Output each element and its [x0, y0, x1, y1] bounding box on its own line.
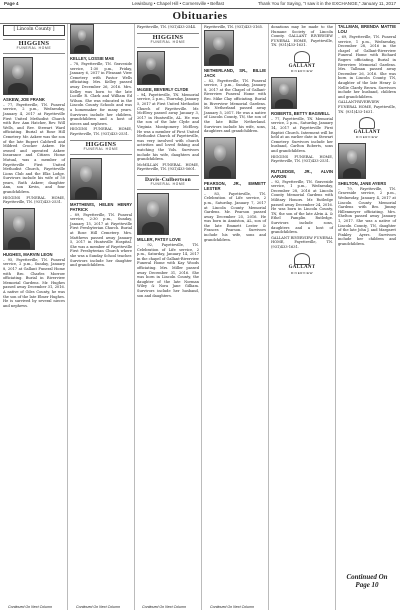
obituary-text: – 89, Fayetteville, TN. Funeral service, 2:30 p.m., Sunday, January 15, 2017 at Fayetteville First Presbyterian Church. Burial at Rose Hill Cemetery. Mrs. Matthews passed away January 5, 2017 in Huntsville Hospital. She was a member of Fayetteville First Presbyterian Church where she was a Sunday School teacher. Survivors include her daughter and grandchildren.: [70, 212, 132, 268]
obituary-text: – 82, Fayetteville, TN. Funeral service, 1 p.m., Sunday, January 8, 2017 at the Chapel of Gallant-Riverview Funeral Home with Bro. Mike Clay officiating. Burial in Riverview Memorial Gardens. Mr. Netherland passed away January 5, 2017. He was a native of Lincoln County, TN, the son of the late Billie Netherland. Survivors include his wife, sons, daughters and grandchildren.: [204, 78, 266, 134]
continued-on-page: [338, 573, 396, 589]
continued-note: Continued On Next Column: [210, 605, 254, 609]
obituary-contact: HIGGINS FUNERAL HOME, Fayetteville, TN. (931)433-2531.: [70, 127, 132, 136]
obituary-text: – 92, Fayetteville, TN. Celebration of Life service, 2 p.m., Saturday, January 14, 2017 in the chapel of Gallant-Riverview Funeral Home with Kay Woods officiating. Mrs. Miller passed away December 31, 2016. She was born in Lincoln County, the daughter of the late Norman Wiley & Nora Jane Gilliam. Survivors include her husband, son and daughters.: [137, 243, 199, 298]
davis-culbertson-logo: [137, 175, 199, 190]
continued-note: Continued On Next Column: [76, 605, 120, 609]
obituary-text: – 95, Fayetteville, TN. Funeral service, 2 p.m., Sunday, January 8, 2017 at Gallant Funeral Home with Bro. Charles Morrow officiating. Burial in Riverview Memorial Gardens. Mr. Hughes passed away December 31, 2016. A native of Giles County, he was the son of the late Elmer Hughes. He is survived by several nieces and nephews.: [3, 257, 65, 308]
obituary-contact: HIGGINS FUNERAL HOME, Fayetteville, TN. (931)433-2531.: [271, 154, 333, 164]
gallant-logo-sub: RIVERVIEW: [290, 270, 314, 275]
higgins-logo: [3, 39, 65, 54]
obituary-name: HUGHES, MARVIN LEON: [3, 251, 53, 257]
obituary-name: ROBERTS, BETTY BAGWELL: [271, 110, 330, 116]
obituary-contact: Fayetteville, TN. (931)433-3165.: [204, 25, 264, 29]
obituary-contact: GALLANT-RIVERVIEW FUNERAL HOME, Fayetteville, TN. (931)433-1631.: [338, 100, 396, 114]
obituary-name: ASKEW, JOE FRANK: [3, 96, 45, 102]
higgins-logo-mark: HIGGINS: [152, 33, 184, 41]
obituary-name: KELLEY, LOSSIE MAE: [70, 56, 115, 61]
obituary-text: – 83, Fayetteville, TN. Celebration of Life service, 2 p.m., Saturday, January 7, 2017 at Lincoln County Memorial Gardens. Mr. Pearson passed away December 25, 2016. He was born in Anniston, AL, son of the late Emmett Lester & Frances Pearson. Survivors include his wife, sons and grandchildren.: [204, 191, 266, 242]
gallant-logo-mark: GALLANT: [288, 265, 316, 271]
obituary-photo: [204, 137, 236, 179]
davis-logo-mark: Davis-Culbertson: [144, 176, 192, 183]
obituary-name: RUTLEDGE, JR., ALVIN AARON: [271, 168, 333, 179]
obituary-name: PEARSON, JR., EMMETT LESTER: [204, 180, 266, 191]
obituary-name: TALLMAN, BRENDA MATTIE LOU: [338, 24, 396, 34]
obituary-name: SHELTON, JANE AYERS: [338, 180, 387, 186]
gallant-logo-sub: RIVERVIEW: [290, 69, 314, 74]
gallant-riverview-logo: [271, 253, 333, 276]
higgins-logo: [70, 140, 132, 155]
obituary-photo: [271, 77, 297, 109]
publication-line: Lewisburg • Chapel Hill • Cornersville • Belfast: [132, 1, 225, 6]
obituary-name: MILLER, PATSY LOVE: [137, 237, 181, 243]
column-divider: [201, 24, 202, 610]
gallant-seal-icon: [294, 253, 310, 265]
higgins-logo-sub: FUNERAL HOME: [16, 46, 52, 51]
column-divider: [268, 24, 269, 610]
obituary-name: NETHERLAND, SR., BILLIE JACK: [204, 67, 266, 78]
column-2: [70, 24, 132, 268]
obituary-photo: [137, 51, 165, 85]
column-1: [3, 24, 65, 308]
obituary-photo: [70, 158, 102, 200]
county-label: [ Lincoln County ]: [3, 25, 65, 36]
section-title: Obituaries: [172, 10, 228, 22]
obituary-contact: GALLANT RIVERVIEW FUNERAL HOME, Fayetteville, TN. (931)433-1631.: [271, 235, 333, 249]
column-6: [338, 24, 396, 247]
obituary-contact: Fayetteville, TN. (931)433-2544.: [137, 25, 197, 29]
obituary-contact: HIGGINS FUNERAL HOME, Fayetteville, TN. (931)433-2531.: [3, 195, 65, 205]
column-divider: [335, 24, 336, 610]
gallant-riverview-logo: [271, 51, 333, 74]
obituary-photo: [137, 193, 169, 235]
davis-logo-sub: FUNERAL HOME: [150, 182, 186, 187]
obituary-text: – 69, Fayetteville, TN. Funeral service, 1 p.m., Wednesday, December 28, 2016 in the chapel of Gallant-Riverview Funeral Home with Richard Rogers officiating. Burial in Riverview Memorial Gardens. Mrs. Tallman passed away December 26, 2016. She was born in Lincoln County, TN, daughter of the late Henry & Nellie Clardy Brown. Survivors include her husband, children and grandchildren.: [338, 35, 396, 99]
continued-note: Continued On Next Column: [142, 605, 186, 609]
column-divider: [134, 24, 135, 610]
column-4: [204, 24, 266, 242]
obituary-photo: [3, 208, 35, 250]
gallant-seal-icon: [294, 51, 310, 63]
obituary-contact: McMILLAN FUNERAL HOME, Fayetteville, TN. (931)433-5601.: [137, 162, 199, 172]
higgins-logo-mark: HIGGINS: [85, 140, 117, 148]
obituary-name: MATTHEWS, HELEN HENRY PATRICK: [70, 201, 132, 212]
obituary-photo: [3, 57, 33, 95]
obituary-text: – 92, Fayetteville, TN. Graveside service, 1 p.m., Wednesday, December 28, 2016 at Lincoln County Memorial Gardens with Military Honors. Mr. Rutledge passed away December 24, 2016. He was born in Lincoln County, TN, the son of the late Alvin A. & Ethel Pamplin Rutledge. Survivors include sons, daughters and a host of grandchildren.: [271, 179, 333, 235]
gallant-seal-icon: [359, 117, 375, 129]
column-divider: [67, 24, 68, 610]
obituary-name: McGEE, BEVERLY CLYDE: [137, 86, 189, 92]
continued-line-1: Continued On: [346, 573, 388, 581]
section-masthead: [0, 8, 400, 24]
higgins-logo-sub: FUNERAL HOME: [83, 147, 119, 152]
obituary-text: – 78, Fayetteville, TN. Graveside service, 1:30 p.m., Friday, January 6, 2017 in Pleasant View Cemetery with Pastor Wells officiating. Mrs. Kelley passed away December 26, 2016. Mrs. Kelley was born to the late Lucille R. Clark and William Ed Wilson. She was educated in the Lincoln County Schools and was a homemaker for many years. Survivors include her children, grandchildren and a host of nieces and nephews.: [70, 62, 132, 126]
obituary-text: – 77, Fayetteville, TN. Memorial service, 2 p.m., Saturday, January 14, 2017 at Fayetteville First Baptist Church. Interment will be held at an earlier date in Stewart Cemetery. Survivors include her husband, Carlton Roberts, sons and grandchildren.: [271, 116, 333, 153]
gallant-logo-sub: RIVERVIEW: [355, 135, 379, 140]
higgins-logo: [137, 33, 199, 48]
gallant-riverview-logo: [338, 117, 396, 140]
slogan-line: Thank You for Saying, "I saw it in the EXCHANGE," January 11, 2017: [257, 1, 396, 6]
obituary-text: – 94, Fayetteville, TN. Memorial service, 2 p.m., Thursday, January 5, 2017 at First United Methodist Church of Fayetteville. Mr. McElroy passed away January 3, 2017 in Huntsville, AL. He was the son of the late Clyde and Virginia Montgomery McElroy. He was a member of First United Methodist Church of Fayetteville, was very involved with church activities and loved fishing and watching the Vols. Survivors include his wife, daughters and grandchildren.: [137, 92, 199, 162]
page-number: Page 4: [4, 1, 19, 6]
continued-line-2: Page 10: [355, 581, 379, 589]
column-3: [137, 24, 199, 298]
column-5: [271, 24, 333, 278]
continued-note: Continued On Next Column: [8, 605, 52, 609]
higgins-logo-mark: HIGGINS: [18, 39, 50, 47]
obituary-text: – 79, Fayetteville, TN. Graveside service, 2 p.m., Wednesday, January 4, 2017 at Lincoln County Memorial Gardens with Bro. Jimmy Hillenmeyer officiating. Mrs. Shelton passed away January 1, 2017. She was a native of Lincoln County, TN, daughter of the late John J. and Margaret Pinkley Ayers. Survivors include her children and grandchildren.: [338, 186, 396, 246]
obituary-photo: [338, 143, 366, 179]
obituary-photo: [204, 30, 234, 66]
higgins-logo-sub: FUNERAL HOME: [150, 40, 186, 45]
obituary-photo: [70, 24, 94, 54]
gallant-logo-mark: GALLANT: [288, 63, 316, 69]
obituary-contact: donations may be made to the Humane Society of Lincoln County. GALLANT RIVERVIEW FUNERAL HOME, Fayetteville, TN. (931)433-1631.: [271, 25, 333, 48]
gallant-logo-mark: GALLANT: [353, 129, 381, 135]
obituary-text: – 77, Fayetteville, TN. Funeral service, 2 p.m., Wednesday, January 4, 2017 at Fayetteville First United Methodist Church with Rev. Ann Hatcher, Rev. Will Wells, and Rev. Stewart Ward officiating. Burial at Rose Hill Cemetery. Mr. Askew was the son of the late Rupert Caldwell and Mildred Crocker Askew. He owned and operated Askew Insurance and Citizen Home Mutual, was a member of Fayetteville First United Methodist Church, Fayetteville Lions Club and the Elks Lodge. Survivors include his wife of 50 years, Ruth Askew; daughter Ann, son Kevin, and four grandchildren.: [3, 102, 65, 195]
